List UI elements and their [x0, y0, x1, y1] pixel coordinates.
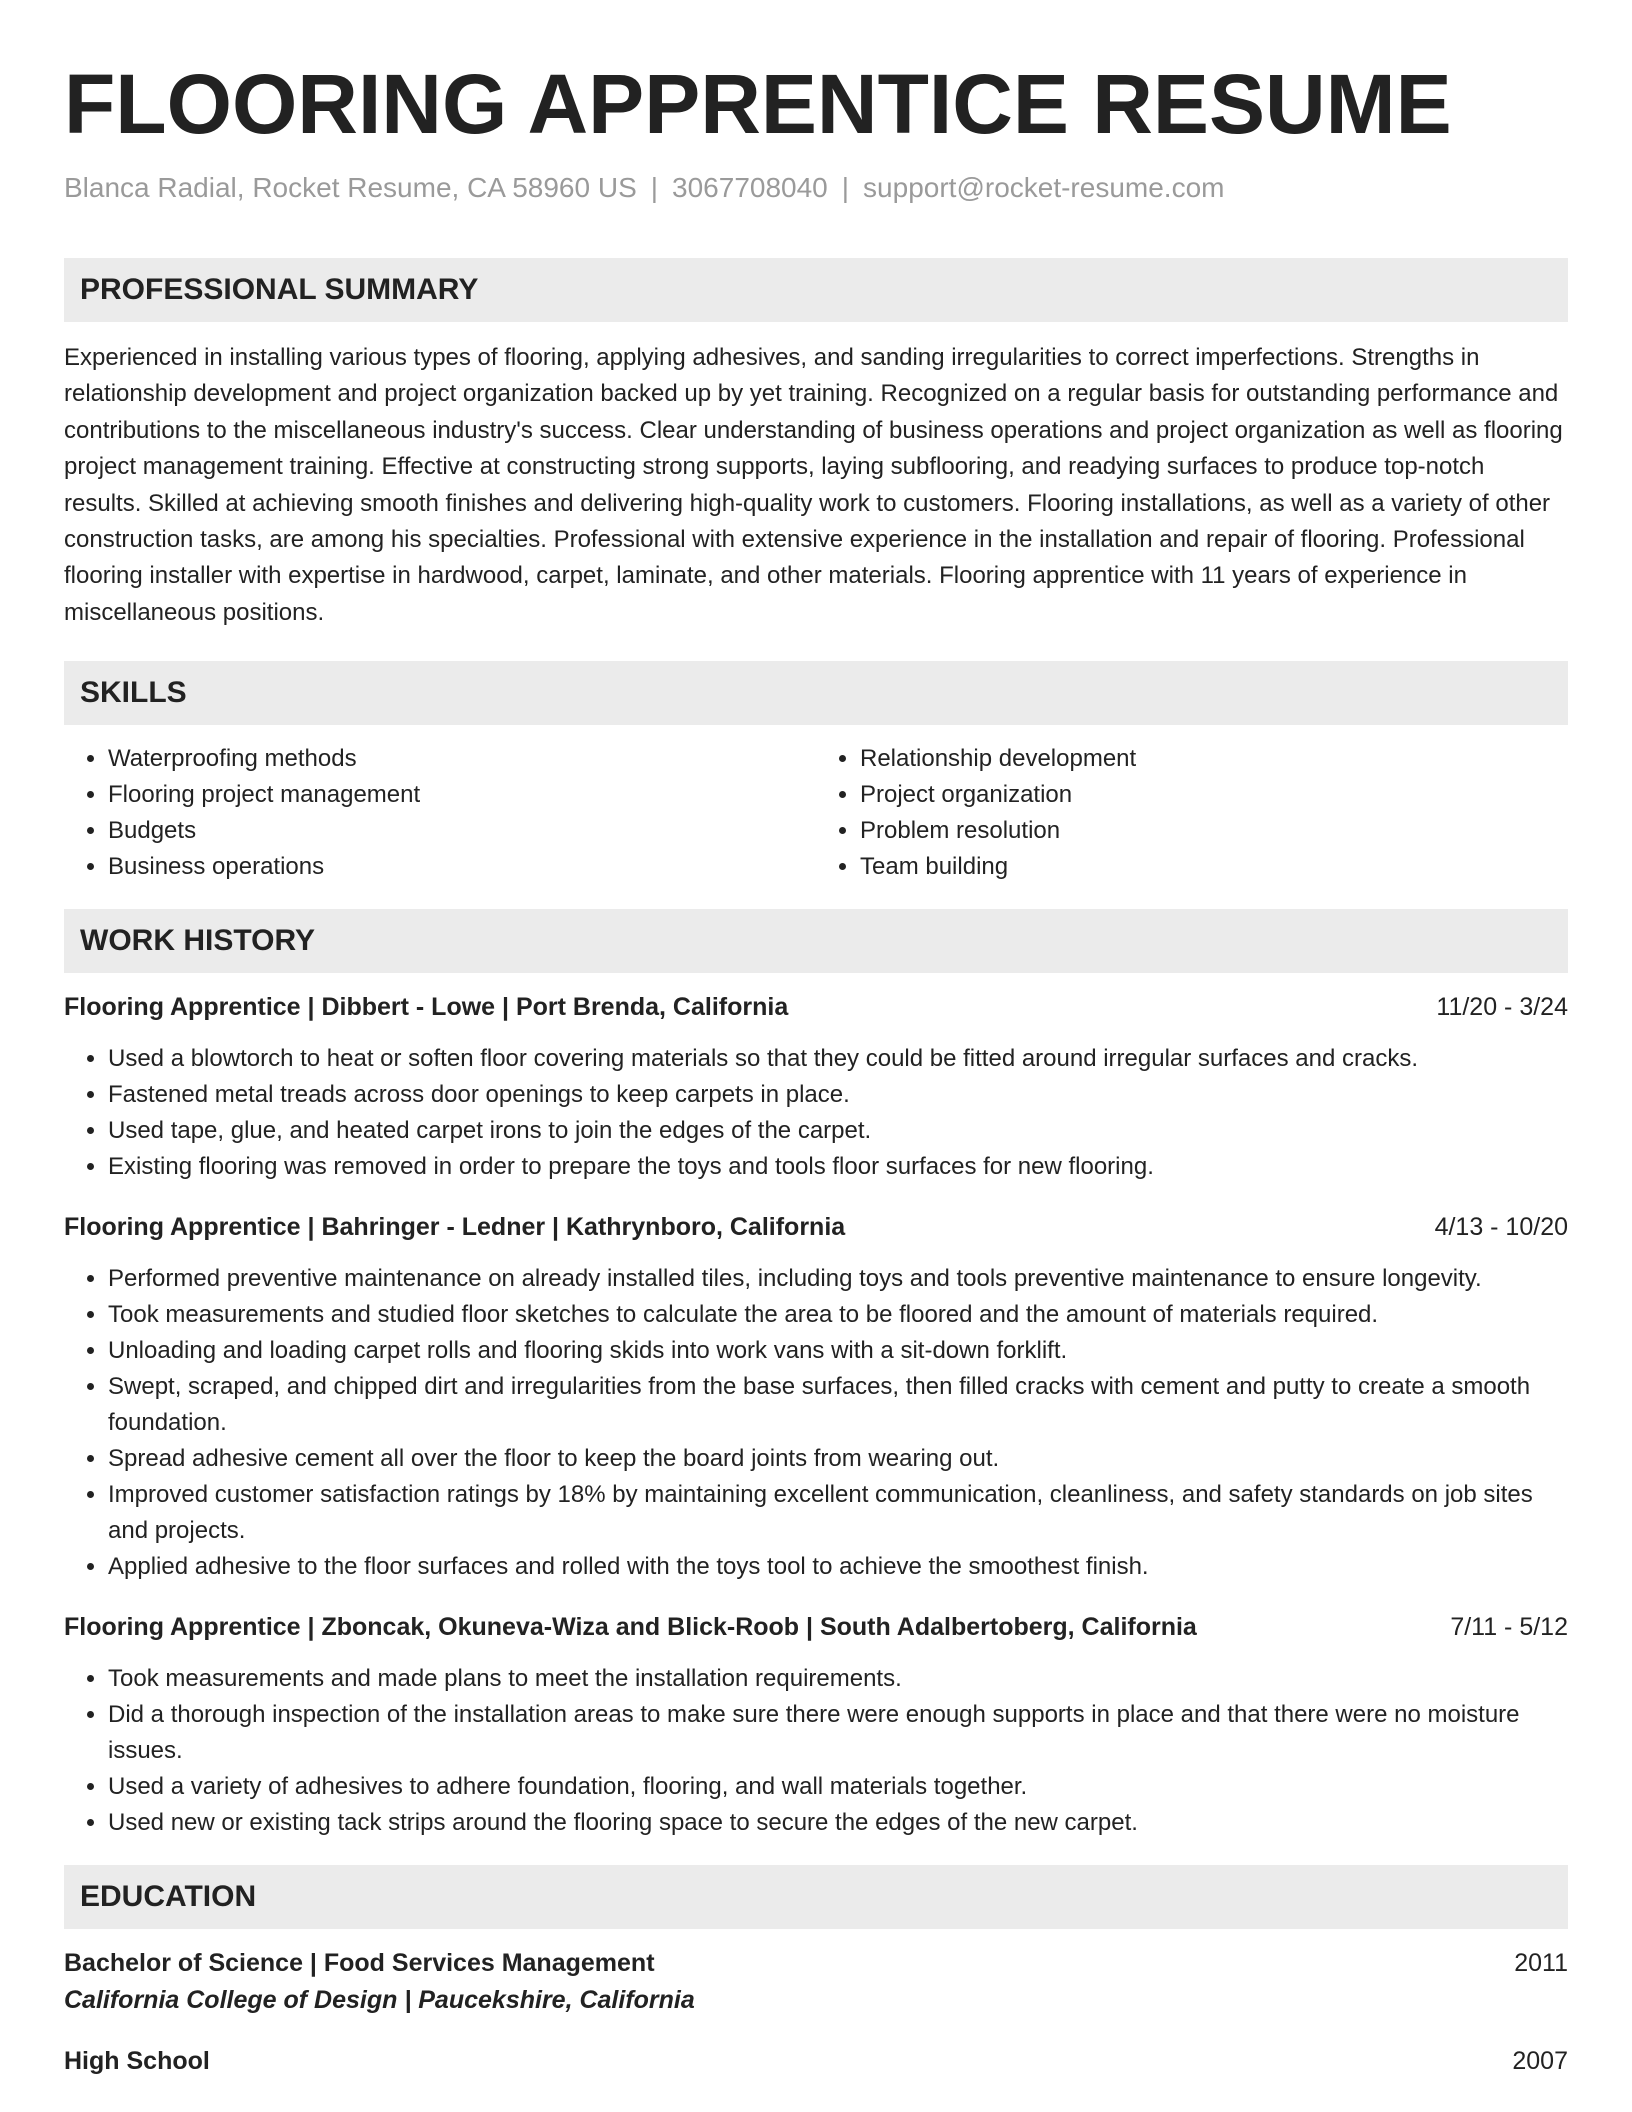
- job-entry: [64, 1609, 1568, 1841]
- job-bullet: • Applied adhesive to the floor surfaces and rolled with the toys tool to achieve the smoothest finish.: [108, 1549, 1568, 1585]
- job-title: Flooring Apprentice | Dibbert - Lowe | Port Brenda, California: [64, 993, 789, 1022]
- job-entry: [64, 1209, 1568, 1585]
- skill-item: • Budgets: [108, 813, 816, 849]
- job-bullets: [64, 1041, 1568, 1185]
- education-entry: [64, 2043, 1568, 2079]
- education-header: [64, 1945, 1568, 1981]
- job-dates: 7/11 - 5/12: [1450, 1613, 1568, 1642]
- job-header: [64, 1209, 1568, 1245]
- job-bullet: • Took measurements and made plans to meet the installation requirements.: [108, 1661, 1568, 1697]
- job-bullet: • Swept, scraped, and chipped dirt and irregularities from the base surfaces, then filled cracks with cement and putty to create a smooth foundation.: [108, 1369, 1568, 1441]
- education-header: [64, 2043, 1568, 2079]
- contact-email: support@rocket-resume.com: [863, 172, 1225, 203]
- contact-separator: |: [650, 172, 659, 203]
- job-bullet: • Existing flooring was removed in order to prepare the toys and tools floor surfaces for new flooring.: [108, 1149, 1568, 1185]
- job-bullet: • Spread adhesive cement all over the floor to keep the board joints from wearing out.: [108, 1441, 1568, 1477]
- job-bullet: • Took measurements and studied floor sketches to calculate the area to be floored and the amount of materials required.: [108, 1297, 1568, 1333]
- job-bullet: • Unloading and loading carpet rolls and flooring skids into work vans with a sit-down forklift.: [108, 1333, 1568, 1369]
- job-bullet: • Used tape, glue, and heated carpet irons to join the edges of the carpet.: [108, 1113, 1568, 1149]
- job-entry: [64, 989, 1568, 1185]
- job-dates: 4/13 - 10/20: [1434, 1213, 1568, 1242]
- skills-column-right: [816, 741, 1568, 885]
- contact-line: [64, 170, 1568, 206]
- job-bullets: [64, 1261, 1568, 1585]
- education-year: 2007: [1512, 2047, 1568, 2076]
- contact-phone: 3067708040: [672, 172, 828, 203]
- job-title: Flooring Apprentice | Bahringer - Ledner | Kathrynboro, California: [64, 1213, 846, 1242]
- skill-item: • Problem resolution: [860, 813, 1568, 849]
- summary-text: Experienced in installing various types of flooring, applying adhesives, and sanding irregularities to correct imperfections. Strengths in relationship development and project organization backed up by yet training. Recognized on a regular basis for outstanding performance and contributions to the miscellaneous industry's success. Clear understanding of business operations and project organization as well as flooring project management training. Effective at constructing strong supports, laying subflooring, and readying surfaces to produce top-notch results. Skilled at achieving smooth finishes and delivering high-quality work to customers. Flooring installations, as well as a variety of other construction tasks, are among his specialties. Professional with extensive experience in the installation and repair of flooring. Professional flooring installer with expertise in hardwood, carpet, laminate, and other materials. Flooring apprentice with 11 years of experience in miscellaneous positions.: [64, 344, 1563, 626]
- job-bullet: • Used a blowtorch to heat or soften floor covering materials so that they could be fitted around irregular surfaces and cracks.: [108, 1041, 1568, 1077]
- job-dates: 11/20 - 3/24: [1436, 993, 1568, 1022]
- skill-item: • Team building: [860, 849, 1568, 885]
- job-bullet: • Used new or existing tack strips around the flooring space to secure the edges of the new carpet.: [108, 1805, 1568, 1841]
- job-header: [64, 989, 1568, 1025]
- skill-item: • Business operations: [108, 849, 816, 885]
- contact-address: Blanca Radial, Rocket Resume, CA 58960 US: [64, 172, 637, 203]
- job-bullet: • Did a thorough inspection of the installation areas to make sure there were enough supports in place and that there were no moisture issues.: [108, 1697, 1568, 1769]
- education-entry: [64, 1945, 1568, 2019]
- job-bullets: [64, 1661, 1568, 1841]
- job-bullet: • Improved customer satisfaction ratings by 18% by maintaining excellent communication, cleanliness, and safety standards on job sites and projects.: [108, 1477, 1568, 1549]
- job-bullet: • Fastened metal treads across door openings to keep carpets in place.: [108, 1077, 1568, 1113]
- education-school: California College of Design | Paucekshire, California: [64, 1986, 695, 2015]
- skill-item: • Flooring project management: [108, 777, 816, 813]
- skills-list: [64, 741, 1568, 885]
- education-degree: Bachelor of Science | Food Services Management: [64, 1949, 655, 1978]
- contact-separator: |: [841, 172, 850, 203]
- job-title: Flooring Apprentice | Zboncak, Okuneva-Wiza and Blick-Roob | South Adalbertoberg, California: [64, 1613, 1197, 1642]
- job-header: [64, 1609, 1568, 1645]
- job-bullet: • Performed preventive maintenance on already installed tiles, including toys and tools preventive maintenance to ensure longevity.: [108, 1261, 1568, 1297]
- skills-column-left: [64, 741, 816, 885]
- education-degree: High School: [64, 2047, 210, 2076]
- education-heading: EDUCATION: [64, 1865, 1568, 1929]
- skills-heading: SKILLS: [64, 661, 1568, 725]
- resume-title: FLOORING APPRENTICE RESUME: [64, 57, 1452, 151]
- work-history-heading: WORK HISTORY: [64, 909, 1568, 973]
- skill-item: • Waterproofing methods: [108, 741, 816, 777]
- skill-item: • Relationship development: [860, 741, 1568, 777]
- summary-heading: PROFESSIONAL SUMMARY: [64, 258, 1568, 322]
- skill-item: • Project organization: [860, 777, 1568, 813]
- education-year: 2011: [1514, 1949, 1568, 1978]
- job-bullet: • Used a variety of adhesives to adhere foundation, flooring, and wall materials together.: [108, 1769, 1568, 1805]
